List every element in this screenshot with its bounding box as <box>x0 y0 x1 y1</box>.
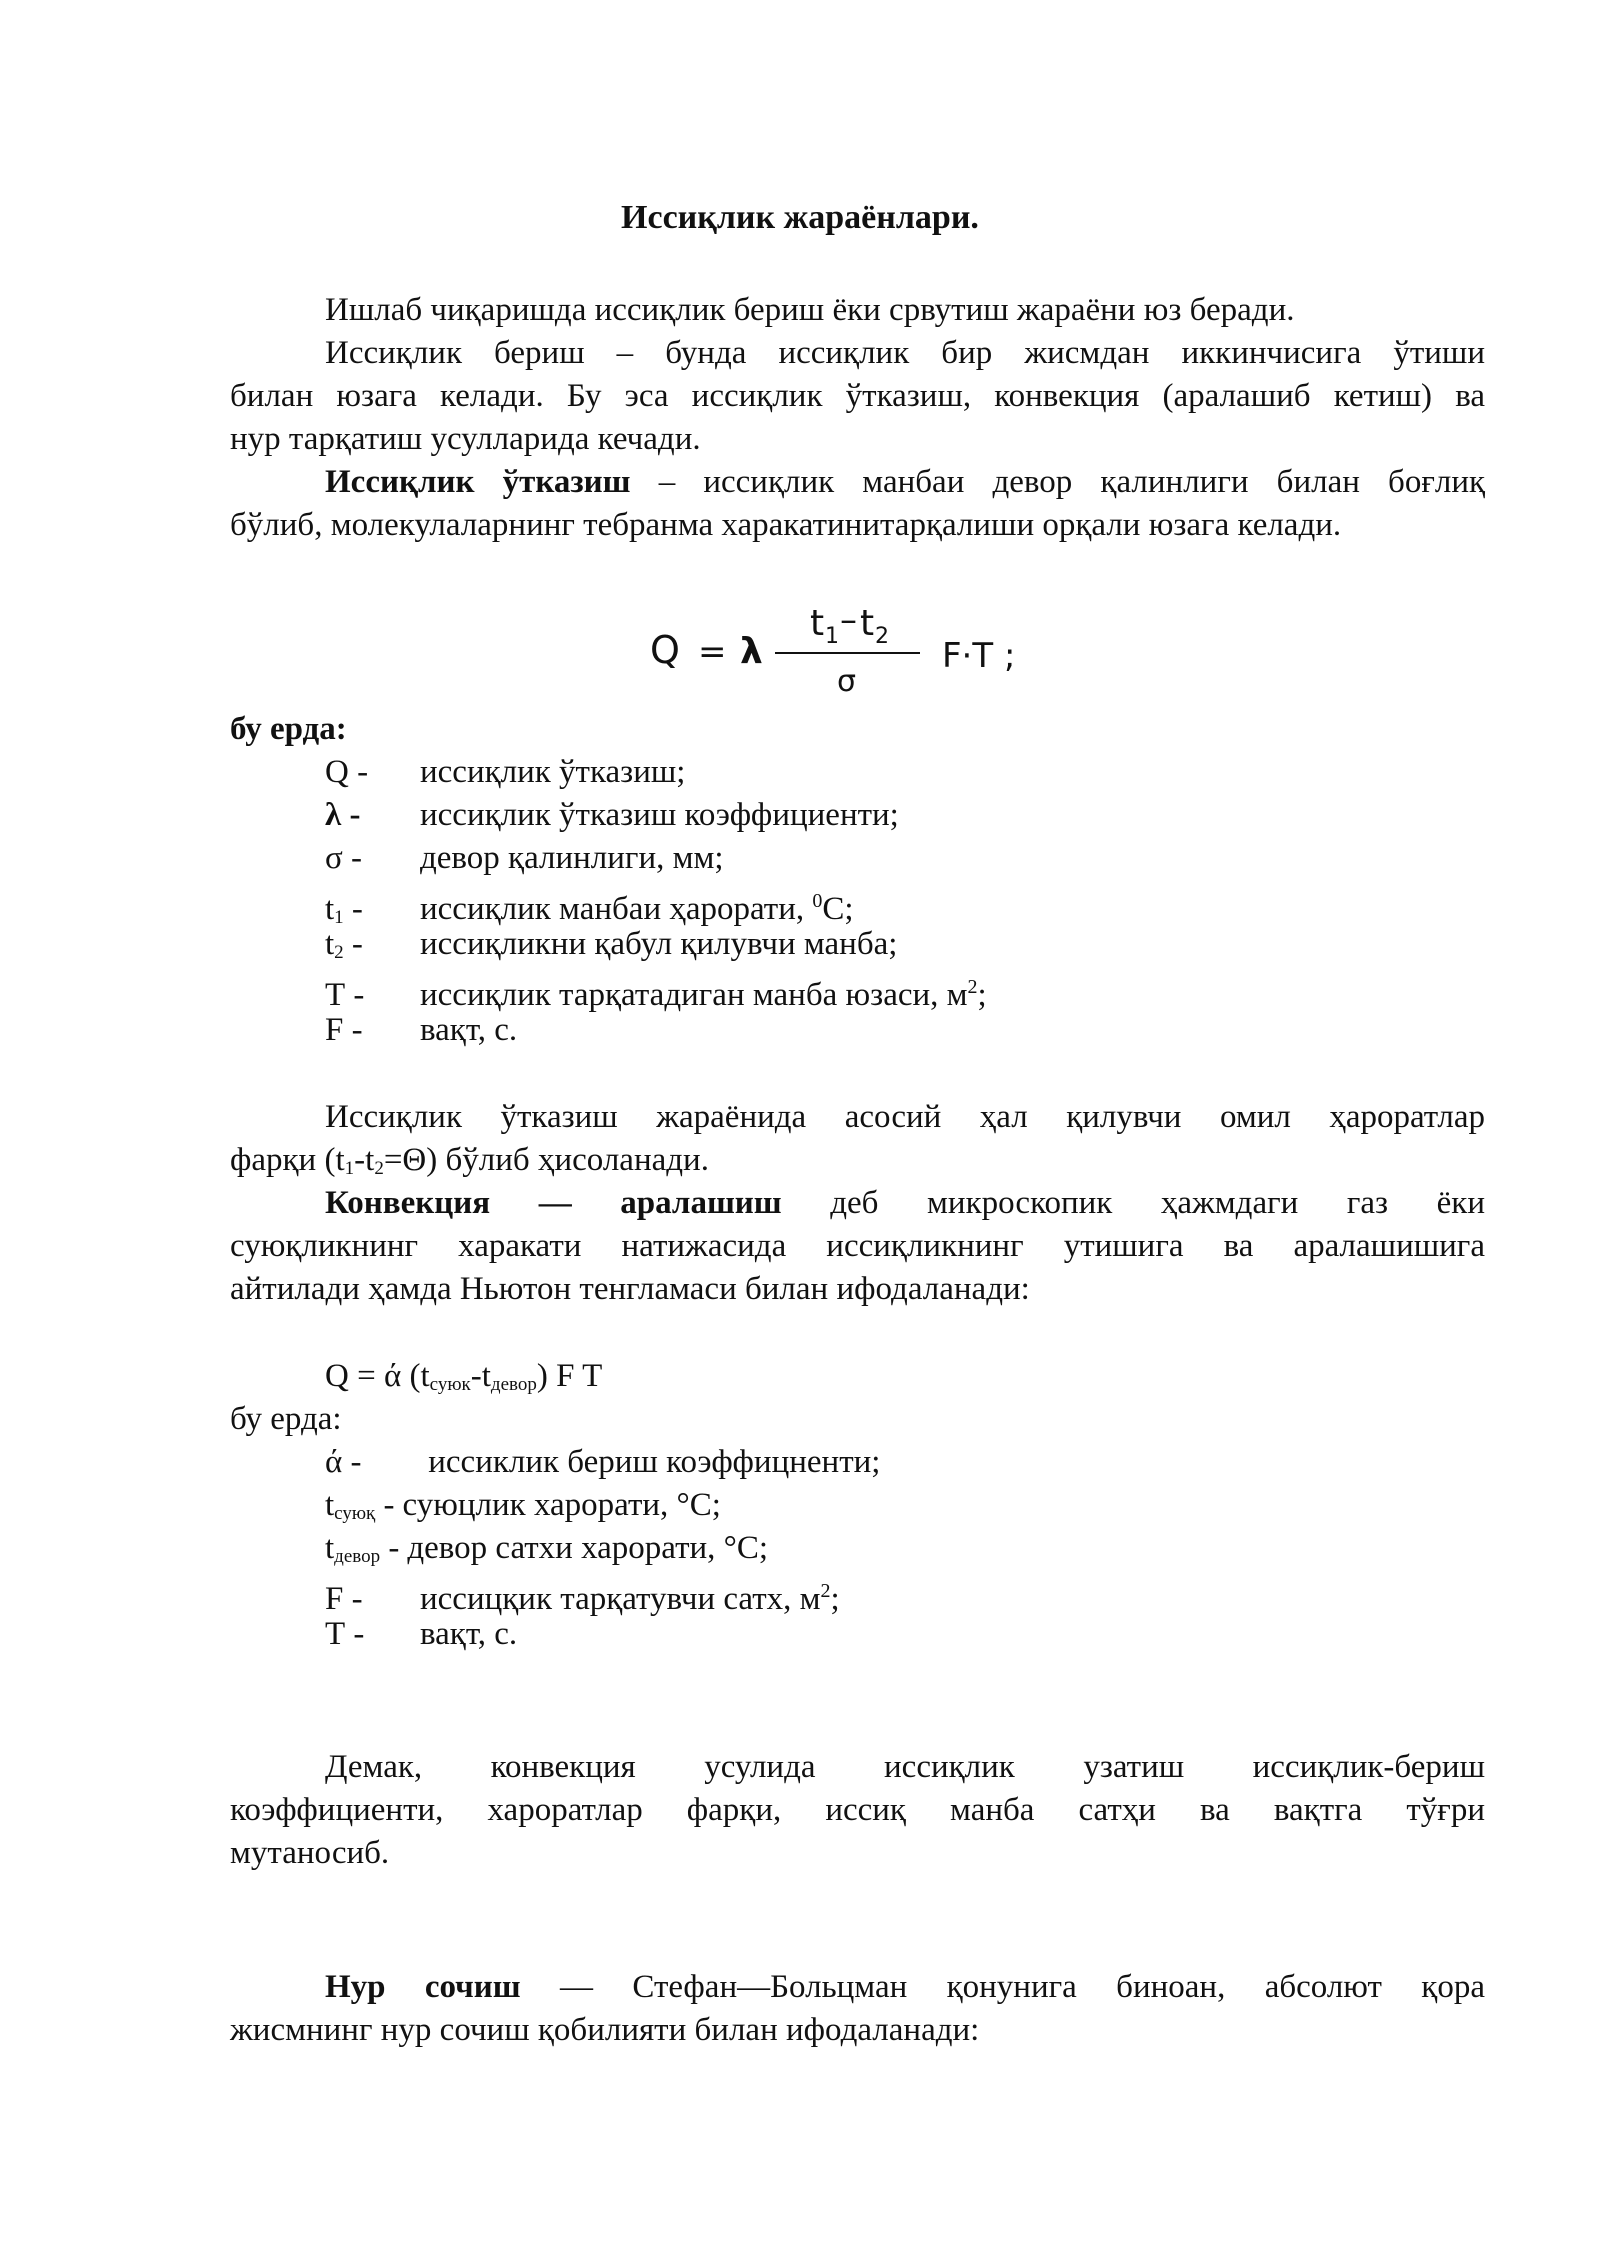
paragraph-intro: Ишлаб чиқаришда иссиқлик бериш ёки срвутиш жараёни юз беради. <box>325 292 1295 328</box>
definition-symbol: ά - <box>325 1444 362 1480</box>
where-label-1: бу ерда: <box>230 711 347 747</box>
definition-text: иссиқлик ўтказиш; <box>420 754 686 790</box>
radiation-line-1-rest: — Стефан—Больцман қонунига биноан, абсолют қора <box>560 1969 1485 2005</box>
paragraph-convection-line-2: суюқликнинг харакати натижасида иссиқликнинг утишига ва аралашишига <box>230 1228 1485 1264</box>
conduction-line-1-rest: – иссиқлик манбаи девор қалинлиги билан боғлиқ <box>658 464 1486 500</box>
definition-text: вақт, с. <box>420 1012 518 1048</box>
paragraph-conduction-line-1 <box>325 460 1485 504</box>
paragraph-conduction-line-2: бўлиб, молекулаларнинг тебранма харакатинитарқалиши орқали юзага келади. <box>230 507 1342 543</box>
definition-text: иссиқлик манбаи ҳарорати, <box>420 891 813 927</box>
convection-line-1-rest: деб микроскопик ҳажмдаги газ ёки <box>830 1185 1485 1221</box>
paragraph-temp-diff-line-1: Иссиқлик ўтказиш жараёнида асосий ҳал қилувчи омил ҳароратлар <box>325 1099 1485 1135</box>
definition-symbol: $t_{девор}$ - <box>325 1530 400 1567</box>
paragraph-conclusion-line-2: коэффициенти, хароратлар фарқи, иссиқ манба сатҳи ва вақтга тўғри <box>230 1792 1485 1828</box>
term-convection: Конвекция — аралашиш <box>325 1185 782 1221</box>
definition-text: девор қалинлиги, мм; <box>420 840 724 876</box>
definition-symbol: $t_2$ - <box>325 926 363 963</box>
paragraph-temp-diff-line-2: фарқи $(t_1-t_2=\Theta)$ бўлиб ҳисоланади. <box>230 1142 709 1179</box>
formula-num-t1: t <box>810 603 825 644</box>
paragraph-heat-transfer-line-2: билан юзага келади. Бу эса иссиқлик ўтказиш, конвекция (аралашиб кетиш) ва <box>230 378 1485 414</box>
definition-symbol: $t_1$ - <box>325 891 363 928</box>
definition-text: вақт, с. <box>420 1616 518 1652</box>
where-label-2: бу ерда: <box>230 1401 342 1437</box>
definition-row <box>325 1612 517 1656</box>
definition-row: Т - иссиқлик тарқатадиган манба юзаси, $м^2$; <box>325 965 987 1017</box>
formula-lambda: λ <box>740 631 763 672</box>
conduction-formula <box>640 585 1070 705</box>
paragraph-heat-transfer-line-3: нур тарқатиш усулларида кечади. <box>230 421 701 457</box>
definition-row <box>325 1008 517 1052</box>
term-conduction: Иссиқлик ўтказиш <box>325 464 631 500</box>
convection-formula: Q = ά $(t_{суюк}-t_{девор})$ F T <box>325 1358 603 1395</box>
paragraph-radiation-line-1 <box>325 1965 1485 2009</box>
paragraph-convection-line-3: айтилади ҳамда Ньютон тенгламаси билан ифодаланади: <box>230 1271 1030 1307</box>
definition-row <box>325 793 899 837</box>
definition-text: иссиқлик тарқатадиган манба юзаси, м <box>420 977 968 1013</box>
term-radiation: Нур сочиш <box>325 1969 521 2005</box>
definition-symbol: λ - <box>325 797 361 833</box>
formula-lhs: Q <box>650 628 680 672</box>
definition-text: иссицқик тарқатувчи сатх, м <box>420 1581 821 1617</box>
formula-num-index-1: 1 <box>825 624 839 649</box>
definition-row: $t_1$ - иссиқлик манбаи ҳарорати, $^0$С; <box>325 879 854 940</box>
definition-row: F - иссицқик тарқатувчи сатх, $м^2$; <box>325 1569 840 1621</box>
paragraph-conclusion-line-1: Демак, конвекция усулида иссиқлик узатиш иссиқлик-бериш <box>325 1749 1485 1785</box>
definition-row <box>325 836 724 880</box>
definition-symbol: Т - <box>325 977 365 1013</box>
definition-text: суюцлик харорати, °С; <box>402 1487 721 1523</box>
definition-row <box>325 1440 880 1484</box>
formula-num-t2: t <box>860 603 875 644</box>
definition-text: девор сатхи харорати, °С; <box>407 1530 769 1566</box>
formula-denominator: σ <box>837 664 857 699</box>
definition-text: иссиқлик ўтказиш коэффициенти; <box>420 797 899 833</box>
paragraph-heat-transfer-line-1: Иссиқлик бериш – бунда иссиқлик бир жисмдан иккинчисига ўтиши <box>325 335 1485 371</box>
paragraph-convection-line-1 <box>325 1181 1485 1225</box>
formula-num-minus: – <box>840 600 857 640</box>
definition-symbol: $t_{суюқ}$ - <box>325 1487 395 1524</box>
definition-symbol: Т - <box>325 1616 365 1652</box>
page-title: Иссиқлик жараёнлари. <box>621 199 979 236</box>
definition-symbol: F - <box>325 1012 363 1048</box>
formula-equals: = <box>698 632 727 672</box>
definition-symbol: F - <box>325 1581 363 1617</box>
definition-symbol: σ - <box>325 840 363 876</box>
definition-text: иссиклик бериш коэффицненти; <box>420 1444 881 1480</box>
paragraph-radiation-line-2: жисмнинг нур сочиш қобилияти билан ифодаланади: <box>230 2012 980 2048</box>
definition-text: иссиқликни қабул қилувчи манба; <box>420 926 898 962</box>
formula-tail: F·T ; <box>942 636 1016 676</box>
formula-num-index-2: 2 <box>875 624 889 649</box>
paragraph-conclusion-line-3: мутаносиб. <box>230 1835 390 1871</box>
definition-symbol: Q - <box>325 754 369 790</box>
definition-row <box>325 750 685 794</box>
